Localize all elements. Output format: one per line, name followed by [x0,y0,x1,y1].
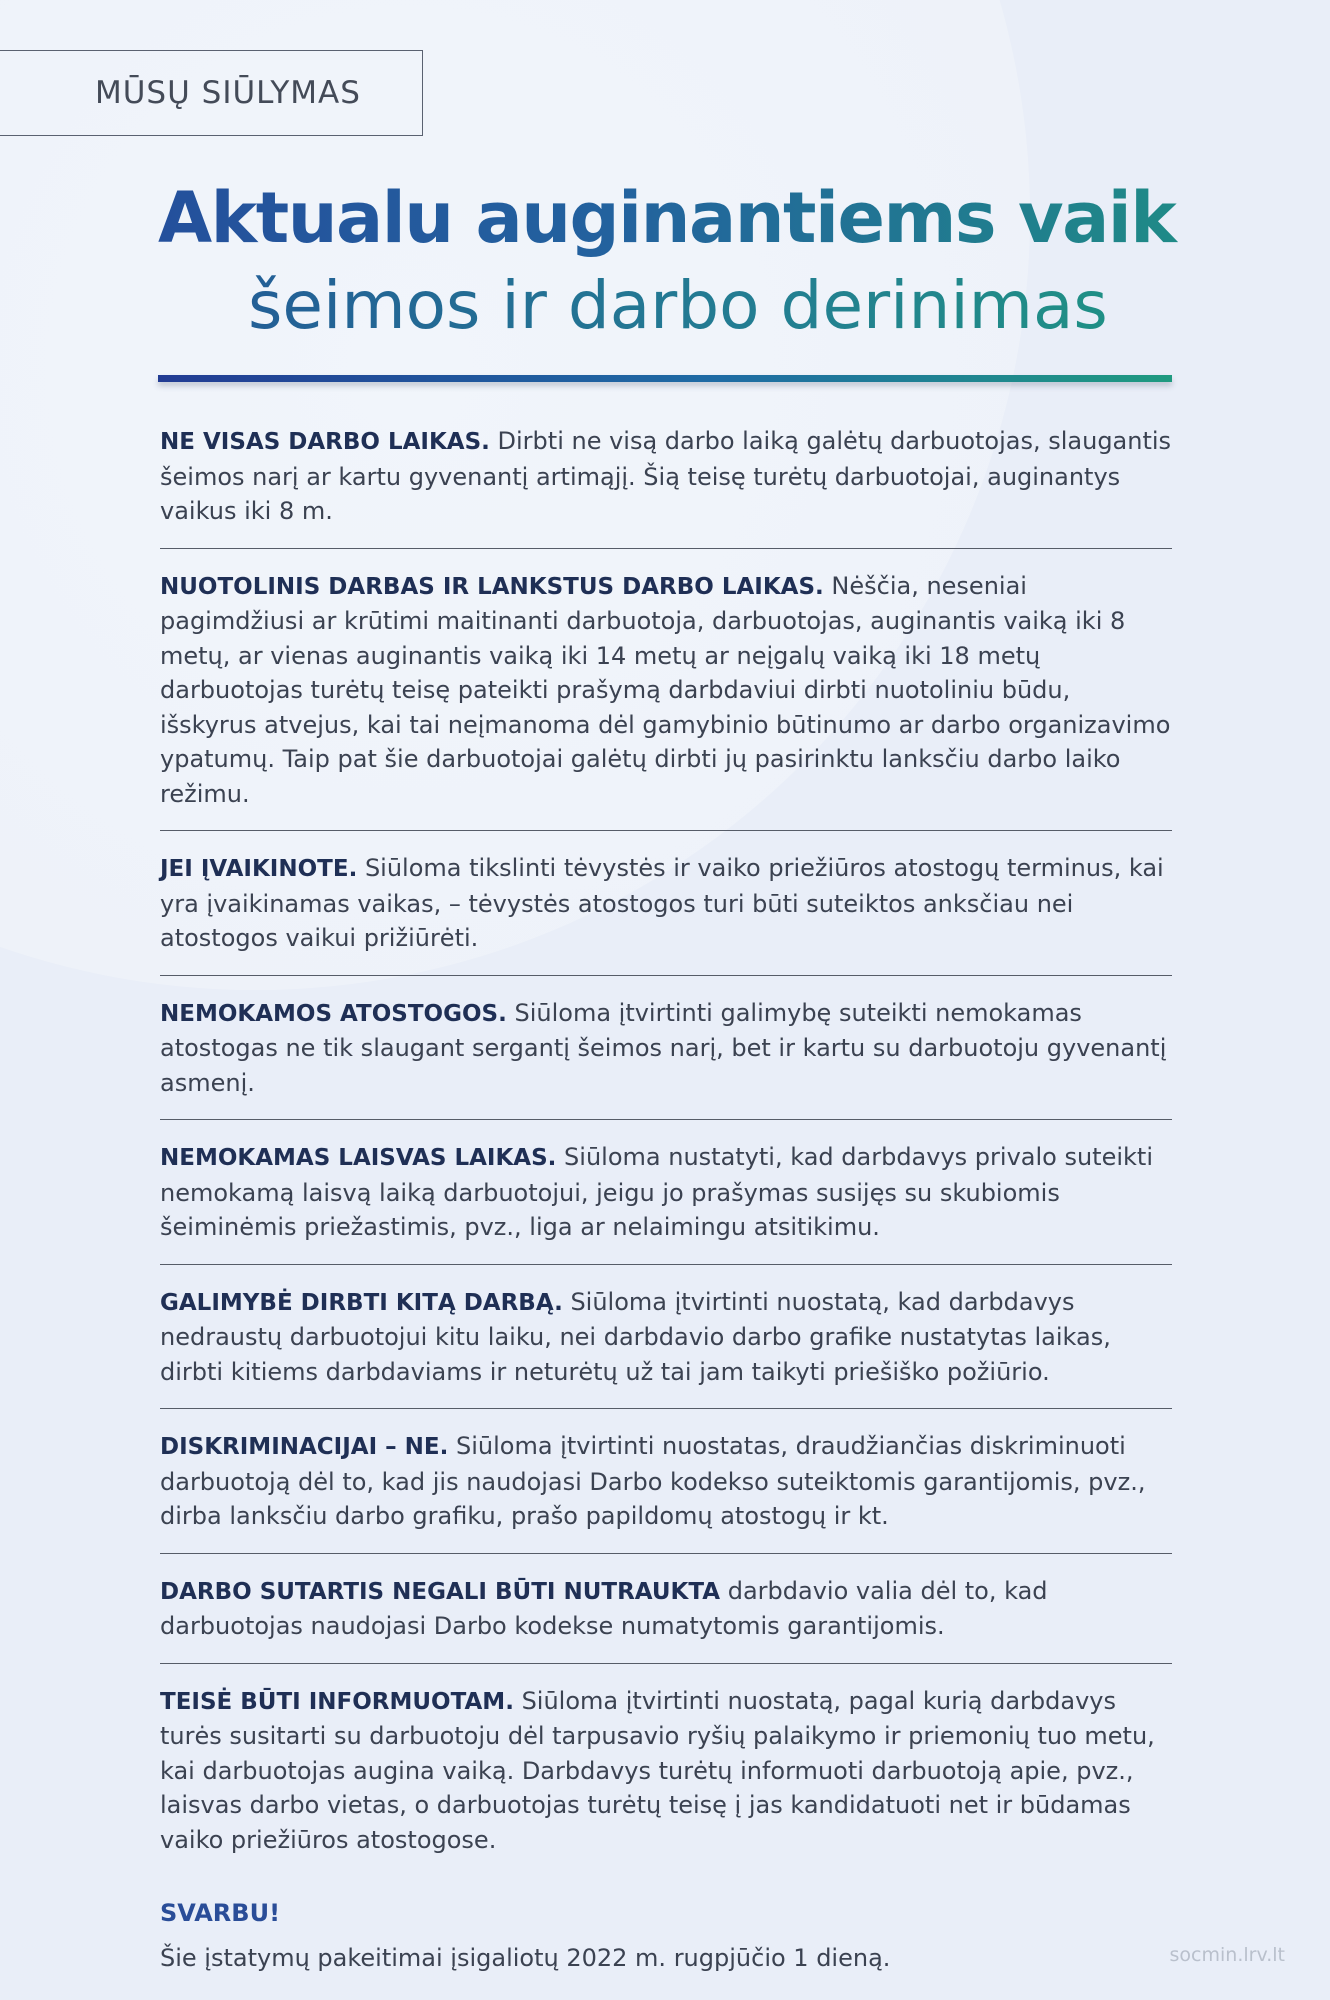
important-heading: SVARBU! [160,1899,281,1927]
proposal-heading: NE VISAS DARBO LAIKAS. [160,429,490,455]
proposal-heading: GALIMYBĖ DIRBTI KITĄ DARBĄ. [160,1289,563,1316]
proposal-text: Siūloma tikslinti tėvystės ir vaiko priežiūros atostogų terminus, kai yra įvaikinamas vaikas, – tėvystės atostogos turi būti suteiktos anksčiau nei atostogos vaikui prižiūrėti. [160,854,1164,952]
proposal-heading: JEI ĮVAIKINOTE. [160,856,358,882]
proposal-item-remote-work [160,569,1172,832]
proposal-text: darbdavio valia dėl to, kad darbuotojas naudojasi Darbo kodekse numatytomis garantijomis. [160,1576,1048,1640]
proposal-text: Siūloma įtvirtinti galimybę suteikti nemokamas atostogas ne tik slaugant sergantį šeimos narį, bet ir kartu su darbuotoju gyvenantį asmenį. [160,998,1167,1097]
proposal-item-contract [160,1574,1172,1664]
proposal-heading: NEMOKAMOS ATOSTOGOS. [160,1000,507,1027]
title-divider [158,375,1172,382]
proposal-item-discrimination [160,1429,1172,1554]
proposal-list [160,424,1172,1975]
important-text: Šie įstatymų pakeitimai įsigaliotų 2022 m. rugpjūčio 1 dieną. [160,1944,891,1972]
proposal-text: Dirbti ne visą darbo laiką galėtų darbuotojas, slaugantis šeimos narį ar kartu gyvenantį artimąjį. Šią teisę turėtų darbuotojai, auginantys vaikus iki 8 m. [160,427,1172,525]
proposal-text: Siūloma nustatyti, kad darbdavys privalo suteikti nemokamą laisvą laiką darbuotojui, jeigu jo prašymas susijęs su skubiomis šeiminėmis priežastimis, pvz., liga ar nelaimingu atsitikimu. [160,1143,1153,1241]
proposal-heading: NUOTOLINIS DARBAS IR LANKSTUS DARBO LAIKAS. [160,573,824,600]
proposal-text: Nėščia, neseniai pagimdžiusi ar krūtimi maitinanti darbuotoja, darbuotojas, auginantis vaiką iki 8 metų, ar vienas auginantis vaiką iki 14 metų ar neįgalų vaiką iki 18 metų darbuotojas turėtų teisę pateikti prašymą darbdaviui dirbti nuotoliniu būdu, išskyrus atvejus, kai tai neįmanoma dėl gamybinio būtinumo ar darbo organizavimo ypatumų. Taip pat šie darbuotojai galėtų dirbti jų pasirinktu lanksčiu darbo laiko režimu. [160,571,1171,808]
proposal-text: Siūloma įtvirtinti nuostatas, draudžiančias diskriminuoti darbuotoją dėl to, kad jis naudojasi Darbo kodekso suteiktomis garantijomis, pvz., dirba lanksčiu darbo grafiku, prašo papildomų atostogų ir kt. [160,1432,1146,1530]
proposal-heading: TEISĖ BŪTI INFORMUOTAM. [160,1688,514,1715]
proposal-heading: NEMOKAMAS LAISVAS LAIKAS. [160,1145,557,1171]
proposal-heading: DARBO SUTARTIS NEGALI BŪTI NUTRAUKTA [160,1578,721,1605]
proposal-item-other-work [160,1285,1172,1410]
proposal-item-unpaid-free-time [160,1140,1172,1265]
section-tag: MŪSŲ SIŪLYMAS [0,50,423,136]
page-subtitle: šeimos ir darbo derinimas [248,267,1108,344]
footer-url: socmin.lrv.lt [1169,1944,1285,1966]
proposal-item-part-time [160,424,1172,549]
proposal-text: Siūloma įtvirtinti nuostatą, pagal kurią darbdavys turės susitarti su darbuotoju dėl tarpusavio ryšių palaikymo ir priemonių tuo metu, kai darbuotojas augina vaiką. Darbdavys turėtų informuoti darbuotoją apie, pvz., laisvas darbo vietas, o darbuotojas turėtų teisę į jas kandidatuoti net ir būdamas vaiko priežiūros atostogose. [160,1686,1155,1854]
proposal-text: Siūloma įtvirtinti nuostatą, kad darbdavys nedraustų darbuotojui kitu laiku, nei darbdavio darbo grafike nustatytas laikas, dirbti kitiems darbdaviams ir neturėtų už tai jam taikyti priešiško požiūrio. [160,1287,1111,1386]
proposal-item-unpaid-leave [160,996,1172,1121]
page-title: Aktualu auginantiems vaikus: [158,177,1291,259]
proposal-item-informed [160,1684,1172,1877]
proposal-item-adoption [160,851,1172,976]
proposal-heading: DISKRIMINACIJAI – NE. [160,1434,449,1460]
